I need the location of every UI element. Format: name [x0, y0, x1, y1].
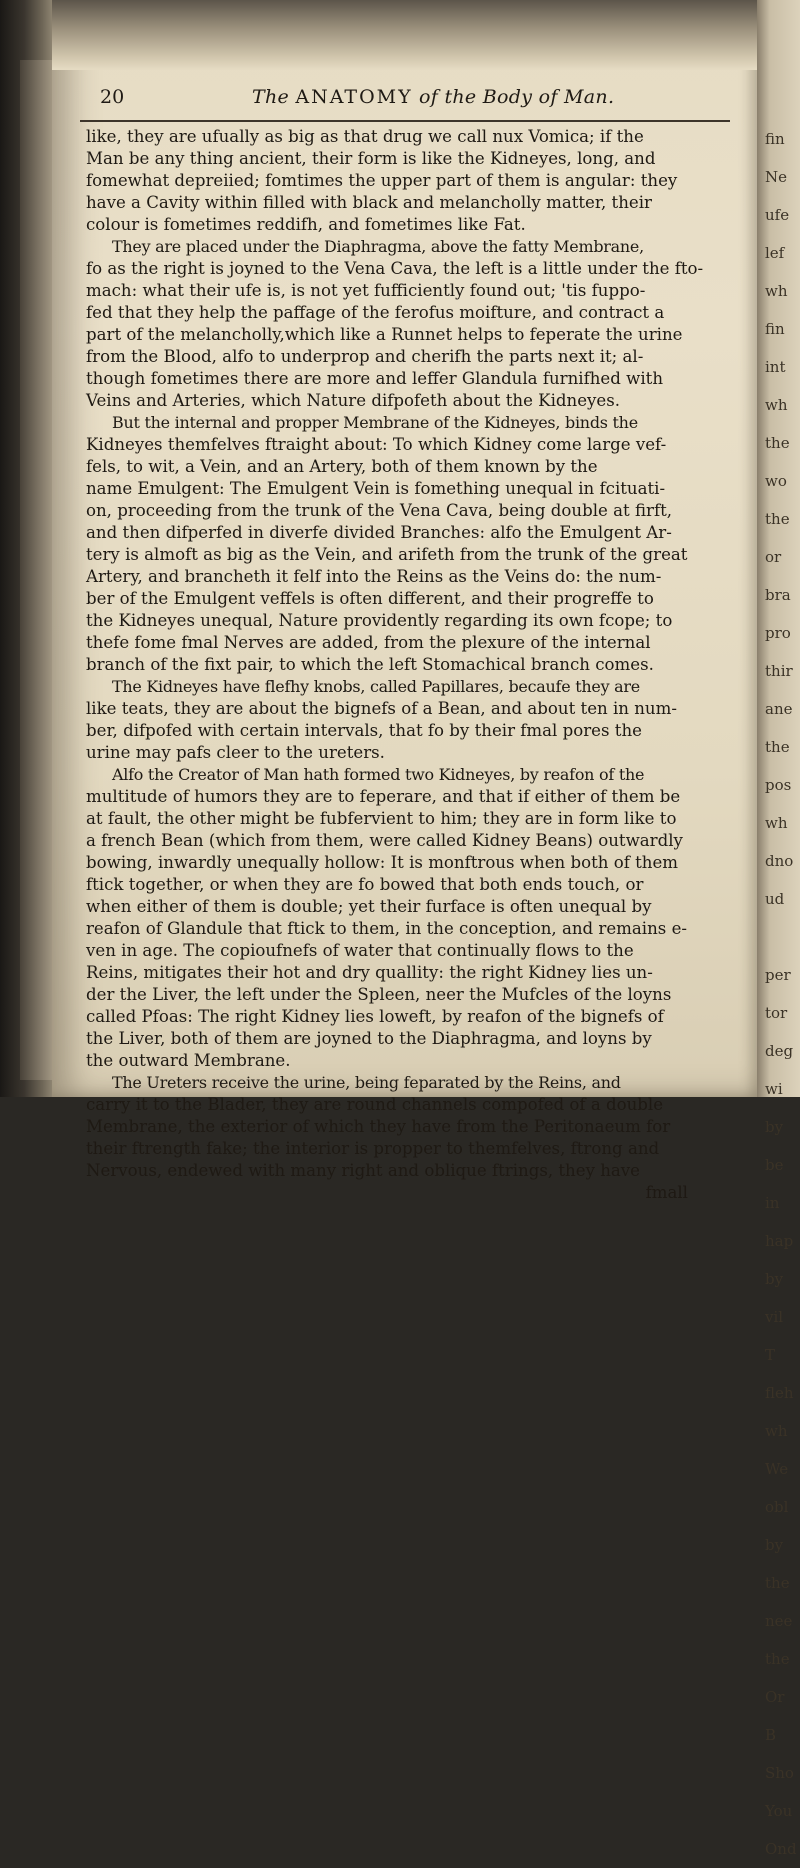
- text-line: But the internal and propper Membrane of the Kidneyes, binds the: [112, 413, 638, 432]
- text-line: like teats, they are about the bignefs of a Bean, and about ten in num-: [86, 699, 677, 718]
- facing-page-fragment: the: [765, 510, 790, 528]
- facing-page-fragment: be: [765, 1156, 784, 1174]
- facing-page-fragment: or: [765, 548, 782, 566]
- facing-page-fragment: pos: [765, 776, 792, 794]
- facing-page-fragment: B: [765, 1726, 777, 1744]
- text-line: part of the melancholly,which like a Runnet helps to feperate the urine: [86, 325, 683, 344]
- text-line: urine may pafs cleer to the ureters.: [86, 743, 385, 762]
- facing-page-fragment: dno: [765, 852, 794, 870]
- facing-page-fragment: vil: [765, 1308, 784, 1326]
- facing-page-fragment: thir: [765, 662, 793, 680]
- text-line: Man be any thing ancient, their form is like the Kidneyes, long, and: [86, 149, 656, 168]
- text-line: and then difperfed in diverfe divided Branches: alfo the Emulgent Ar-: [86, 523, 672, 542]
- page-header: [72, 86, 732, 116]
- facing-page-fragment: in: [765, 1194, 780, 1212]
- text-line: multitude of humors they are to feperare, and that if either of them be: [86, 787, 681, 806]
- facing-page-fragment: the: [765, 1650, 790, 1668]
- facing-page-fragment: [765, 918, 799, 956]
- body-text: [86, 126, 736, 1202]
- text-line: branch of the fixt pair, to which the left Stomachical branch comes.: [86, 655, 654, 674]
- text-line: colour is fometimes reddifh, and fometimes like Fat.: [86, 215, 526, 234]
- facing-page-fragment: wh: [765, 814, 788, 832]
- text-line: bowing, inwardly unequally hollow: It is monftrous when both of them: [86, 853, 679, 872]
- page-top-shadow: [52, 0, 757, 70]
- facing-page-fragment: Or: [765, 1688, 785, 1706]
- running-title-rest: of the Body of Man.: [419, 86, 615, 108]
- facing-page-fragment: fleh: [765, 1384, 794, 1402]
- facing-page-fragment: nee: [765, 1612, 793, 1630]
- running-title: [252, 86, 614, 108]
- text-line: the outward Membrane.: [86, 1051, 291, 1070]
- facing-page-fragment: int: [765, 358, 786, 376]
- text-line: ber of the Emulgent veffels is often different, and their progreffe to: [86, 589, 654, 608]
- text-line: der the Liver, the left under the Spleen, neer the Mufcles of the loyns: [86, 985, 672, 1004]
- text-line: mach: what their ufe is, is not yet fufficiently found out; 'tis fuppo-: [86, 281, 646, 300]
- header-rule: [80, 120, 730, 122]
- text-line: name Emulgent: The Emulgent Vein is fomething unequal in fcituati-: [86, 479, 666, 498]
- text-line: fels, to wit, a Vein, and an Artery, both of them known by the: [86, 457, 598, 476]
- text-line: called Pfoas: The right Kidney lies loweft, by reafon of the bignefs of: [86, 1007, 664, 1026]
- text-line: Kidneyes themfelves ftraight about: To which Kidney come large vef-: [86, 435, 667, 454]
- facing-page-fragment: fin: [765, 320, 785, 338]
- facing-page-fragment: You: [765, 1802, 793, 1820]
- facing-page-fragment: by: [765, 1118, 784, 1136]
- text-line: Nervous, endewed with many right and oblique ftrings, they have: [86, 1161, 640, 1180]
- facing-page-fragment: deg: [765, 1042, 794, 1060]
- text-line: reafon of Glandule that ftick to them, in the conception, and remains e-: [86, 919, 688, 938]
- running-title-anatomy: ANATOMY: [295, 86, 413, 108]
- facing-page-fragment: by: [765, 1536, 784, 1554]
- facing-page-fragment: We: [765, 1460, 789, 1478]
- catchword: fmall: [645, 1183, 688, 1202]
- text-line: Alfo the Creator of Man hath formed two Kidneyes, by reafon of the: [112, 765, 645, 784]
- text-line: the Liver, both of them are joyned to the Diaphragma, and loyns by: [86, 1029, 652, 1048]
- facing-page-fragment: the: [765, 434, 790, 452]
- right-page-text-fragments: [765, 120, 799, 1858]
- text-line: thefe fome fmal Nerves are added, from the plexure of the internal: [86, 633, 651, 652]
- facing-page-fragment: pro: [765, 624, 791, 642]
- text-line: like, they are ufually as big as that drug we call nux Vomica; if the: [86, 127, 644, 146]
- text-line: fed that they help the paffage of the ferofus moifture, and contract a: [86, 303, 665, 322]
- text-line: carry it to the Blader, they are round channels compofed of a double: [86, 1095, 664, 1114]
- facing-page-fragment: fin: [765, 130, 785, 148]
- text-line: the Kidneyes unequal, Nature providently regarding its own fcope; to: [86, 611, 673, 630]
- facing-page-fragment: per: [765, 966, 791, 984]
- text-line: The Kidneyes have flefhy knobs, called Papillares, becaufe they are: [112, 677, 640, 696]
- facing-page-fragment: lef: [765, 244, 785, 262]
- text-line: on, proceeding from the trunk of the Vena Cava, being double at firft,: [86, 501, 673, 520]
- facing-page-fragment: wh: [765, 1422, 788, 1440]
- text-line: when either of them is double; yet their furface is often unequal by: [86, 897, 652, 916]
- running-title-the: The: [252, 86, 290, 108]
- facing-page-fragment: obl: [765, 1498, 789, 1516]
- facing-page-fragment: wh: [765, 282, 788, 300]
- text-line: Artery, and brancheth it felf into the Reins as the Veins do: the num-: [86, 567, 662, 586]
- text-line: fomewhat depreiied; fomtimes the upper part of them is angular: they: [86, 171, 678, 190]
- text-line: The Ureters receive the urine, being feparated by the Reins, and: [112, 1073, 621, 1092]
- facing-page-fragment: the: [765, 1574, 790, 1592]
- facing-page-fragment: wi: [765, 1080, 783, 1098]
- facing-page-fragment: wh: [765, 396, 788, 414]
- text-line: though fometimes there are more and leffer Glandula furnifhed with: [86, 369, 664, 388]
- text-line: a french Bean (which from them, were called Kidney Beans) outwardly: [86, 831, 683, 850]
- facing-page-fragment: ud: [765, 890, 785, 908]
- text-line: have a Cavity within filled with black and melancholly matter, their: [86, 193, 652, 212]
- text-line: ber, difpofed with certain intervals, that fo by their fmal pores the: [86, 721, 642, 740]
- text-line: Veins and Arteries, which Nature difpofeth about the Kidneyes.: [86, 391, 620, 410]
- text-line: from the Blood, alfo to underprop and cherifh the parts next it; al-: [86, 347, 644, 366]
- text-line: fo as the right is joyned to the Vena Cava, the left is a little under the fto-: [86, 259, 704, 278]
- facing-page-fragment: T: [765, 1346, 776, 1364]
- facing-page-fragment: Sho: [765, 1764, 794, 1782]
- text-line: at fault, the other might be fubfervient to him; they are in form like to: [86, 809, 677, 828]
- text-line: Reins, mitigates their hot and dry quallity: the right Kidney lies un-: [86, 963, 653, 982]
- page-number: 20: [100, 86, 125, 108]
- facing-page-fragment: wo: [765, 472, 787, 490]
- facing-page-fragment: ufe: [765, 206, 790, 224]
- facing-page-fragment: tor: [765, 1004, 788, 1022]
- facing-page-fragment: Ne: [765, 168, 788, 186]
- facing-page-fragment: ane: [765, 700, 793, 718]
- text-line: their ftrength fake; the interior is propper to themfelves, ftrong and: [86, 1139, 660, 1158]
- facing-page-fragment: hap: [765, 1232, 794, 1250]
- facing-page-fragment: Ond: [765, 1840, 797, 1858]
- text-line: ftick together, or when they are fo bowed that both ends touch, or: [86, 875, 644, 894]
- facing-page-fragment: bra: [765, 586, 791, 604]
- text-line: They are placed under the Diaphragma, above the fatty Membrane,: [112, 237, 644, 256]
- text-line: tery is almoft as big as the Vein, and arifeth from the trunk of the great: [86, 545, 688, 564]
- text-line: ven in age. The copioufnefs of water that continually flows to the: [86, 941, 634, 960]
- facing-page-fragment: by: [765, 1270, 784, 1288]
- facing-page-fragment: the: [765, 738, 790, 756]
- text-line: Membrane, the exterior of which they have from the Peritonaeum for: [86, 1117, 671, 1136]
